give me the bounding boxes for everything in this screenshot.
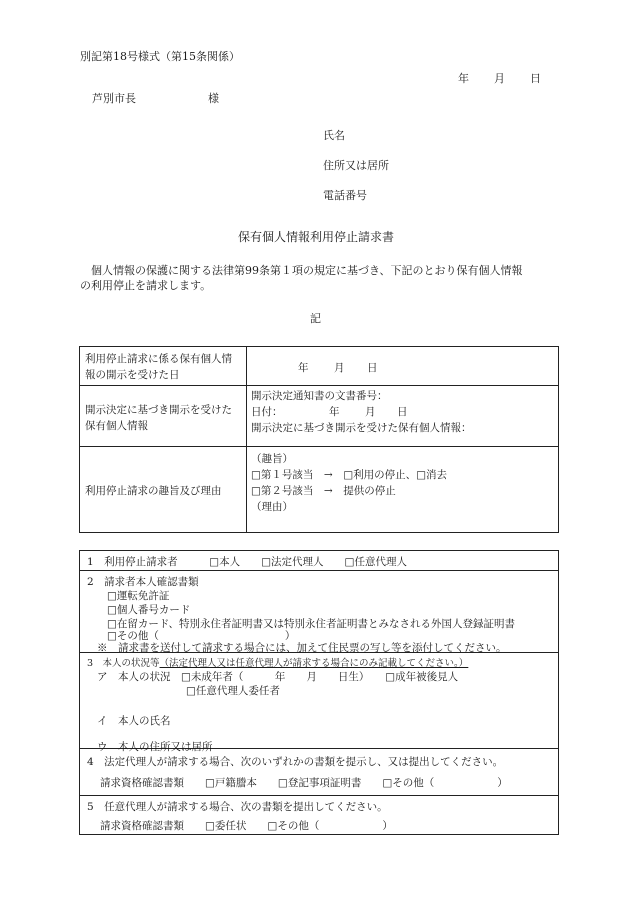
section3-title-text: 3 本人の状況等 xyxy=(87,658,160,669)
ki-marker: 記 xyxy=(310,312,321,325)
section4-title: 4 法定代理人が請求する場合、次のいずれかの書類を提示し、又は提出してください。 xyxy=(87,756,504,768)
section5-docs[interactable]: 請求資格確認書類 □委任状 □その他（ ） xyxy=(100,820,393,832)
disclosed-info-field[interactable]: 開示決定に基づき開示を受けた保有個人情報： xyxy=(251,422,472,434)
requester-info-table xyxy=(79,550,559,835)
addressee-name: 芦別市長 xyxy=(92,92,136,105)
notice-date-label: 日付： xyxy=(251,406,283,418)
principal-address-label: ウ 本人の住所又は居所 xyxy=(97,741,213,753)
disclosure-date-day[interactable]: 日 xyxy=(367,362,378,374)
requester-address-label: 住所又は居所 xyxy=(323,159,389,172)
date-year: 年 xyxy=(458,72,469,85)
principal-status-line[interactable]: ア 本人の状況 □未成年者（ 年 月 日生） □成年被後見人 xyxy=(97,671,459,683)
intro-line-1: 個人情報の保護に関する法律第99条第１項の規定に基づき、下記のとおり保有個人情報 xyxy=(91,264,523,277)
section3-title xyxy=(87,655,468,669)
disclosed-info-label-2: 保有個人情報 xyxy=(85,420,148,432)
section4-docs[interactable]: 請求資格確認書類 □戸籍謄本 □登記事項証明書 □その他（ ） xyxy=(100,777,508,789)
purpose-heading: （趣旨） xyxy=(251,453,293,465)
principal-name-label: イ 本人の氏名 xyxy=(97,715,171,727)
section3-title-note: （法定代理人又は任意代理人が請求する場合にのみ記載してください。） xyxy=(159,658,469,669)
notice-date-year[interactable]: 年 xyxy=(329,406,340,418)
principal-delegator-checkbox[interactable]: □任意代理人委任者 xyxy=(186,685,280,697)
section2-note: ※ 請求書を送付して請求する場合には、加えて住民票の写し等を添付してください。 xyxy=(97,642,507,654)
disclosure-date-year[interactable]: 年 xyxy=(298,362,309,374)
item2-checkbox-line[interactable]: □第２号該当 → 提供の停止 xyxy=(251,485,396,497)
addressee-honorific: 様 xyxy=(208,92,219,105)
reason-heading: （理由） xyxy=(251,501,293,513)
disclosure-date-label-2: 報の開示を受けた日 xyxy=(85,369,180,381)
date-day: 日 xyxy=(530,72,541,85)
notice-date-day[interactable]: 日 xyxy=(397,406,408,418)
disclosure-date-month[interactable]: 月 xyxy=(334,362,345,374)
id-doc-drivers-license[interactable]: □運転免許証 xyxy=(107,590,170,602)
section2-title: 2 請求者本人確認書類 xyxy=(87,576,199,588)
request-details-table xyxy=(79,346,559,533)
date-month: 月 xyxy=(494,72,505,85)
id-doc-my-number-card[interactable]: □個人番号カード xyxy=(107,604,191,616)
section1-requester-type[interactable]: 1 利用停止請求者 □本人 □法定代理人 □任意代理人 xyxy=(87,556,407,568)
disclosure-date-label-1: 利用停止請求に係る保有個人情 xyxy=(85,353,232,365)
id-doc-residence-card[interactable]: □在留カード、特別永住者証明書又は特別永住者証明書とみなされる外国人登録証明書 xyxy=(107,618,515,630)
form-number: 別記第18号様式（第15条関係） xyxy=(80,50,240,63)
id-doc-other[interactable]: □その他（ ） xyxy=(107,630,296,642)
disclosed-info-label-1: 開示決定に基づき開示を受けた xyxy=(85,404,232,416)
requester-name-label: 氏名 xyxy=(323,129,345,142)
notice-doc-number[interactable]: 開示決定通知書の文書番号： xyxy=(251,390,388,402)
purpose-reason-label: 利用停止請求の趣旨及び理由 xyxy=(85,485,222,497)
requester-phone-label: 電話番号 xyxy=(323,189,367,202)
section5-title: 5 任意代理人が請求する場合、次の書類を提出してください。 xyxy=(87,801,388,813)
intro-line-2: の利用停止を請求します。 xyxy=(80,279,212,292)
document-title: 保有個人情報利用停止請求書 xyxy=(238,230,395,244)
notice-date-month[interactable]: 月 xyxy=(365,406,376,418)
item1-checkbox-line[interactable]: □第１号該当 → □利用の停止、□消去 xyxy=(251,469,448,481)
